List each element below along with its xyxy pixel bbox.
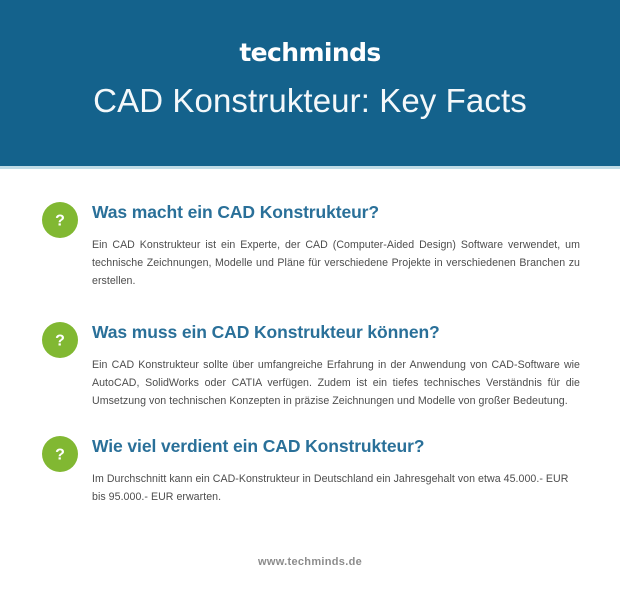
- faq-question-heading: Was muss ein CAD Konstrukteur können?: [92, 322, 440, 342]
- question-mark-icon: [42, 202, 78, 238]
- faq-content: [92, 322, 580, 411]
- header-divider: [0, 166, 620, 169]
- faq-answer-text: Im Durchschnitt kann ein CAD-Konstrukteur in Deutschland ein Jahresgehalt von etwa 45.000.- EUR bis 95.000.- EUR erwarten.: [92, 472, 569, 504]
- faq-answer-text: Ein CAD Konstrukteur ist ein Experte, der CAD (Computer-Aided Design) Software verwendet, um technische Zeichnungen, Modelle und Pläne für verschiedene Projekte in verschiedenen Branchen zu erstellen.: [92, 238, 580, 288]
- svg-text:?: ?: [55, 212, 65, 230]
- faq-answer-text: Ein CAD Konstrukteur sollte über umfangreiche Erfahrung in der Anwendung von CAD-Software wie AutoCAD, SolidWorks oder CATIA verfügen. Zudem ist ein tiefes technisches Verständnis für die Umsetzung von technischen Konzepten in präzise Zeichnungen und Modelle von großer Bedeutung.: [92, 358, 580, 408]
- page-title: CAD Konstrukteur: Key Facts: [93, 82, 527, 119]
- svg-text:?: ?: [55, 332, 65, 350]
- website-url: www.techminds.de: [257, 556, 363, 568]
- faq-content: [92, 202, 580, 291]
- faq-content: [92, 436, 580, 506]
- techminds-logo: techminds: [239, 38, 381, 67]
- faq-question-heading: Was macht ein CAD Konstrukteur?: [92, 202, 379, 222]
- svg-text:?: ?: [55, 446, 65, 464]
- question-mark-icon: [42, 436, 78, 472]
- footer: [0, 552, 620, 570]
- header-banner: [0, 0, 620, 166]
- question-mark-icon: [42, 322, 78, 358]
- faq-question-heading: Wie viel verdient ein CAD Konstrukteur?: [92, 436, 425, 456]
